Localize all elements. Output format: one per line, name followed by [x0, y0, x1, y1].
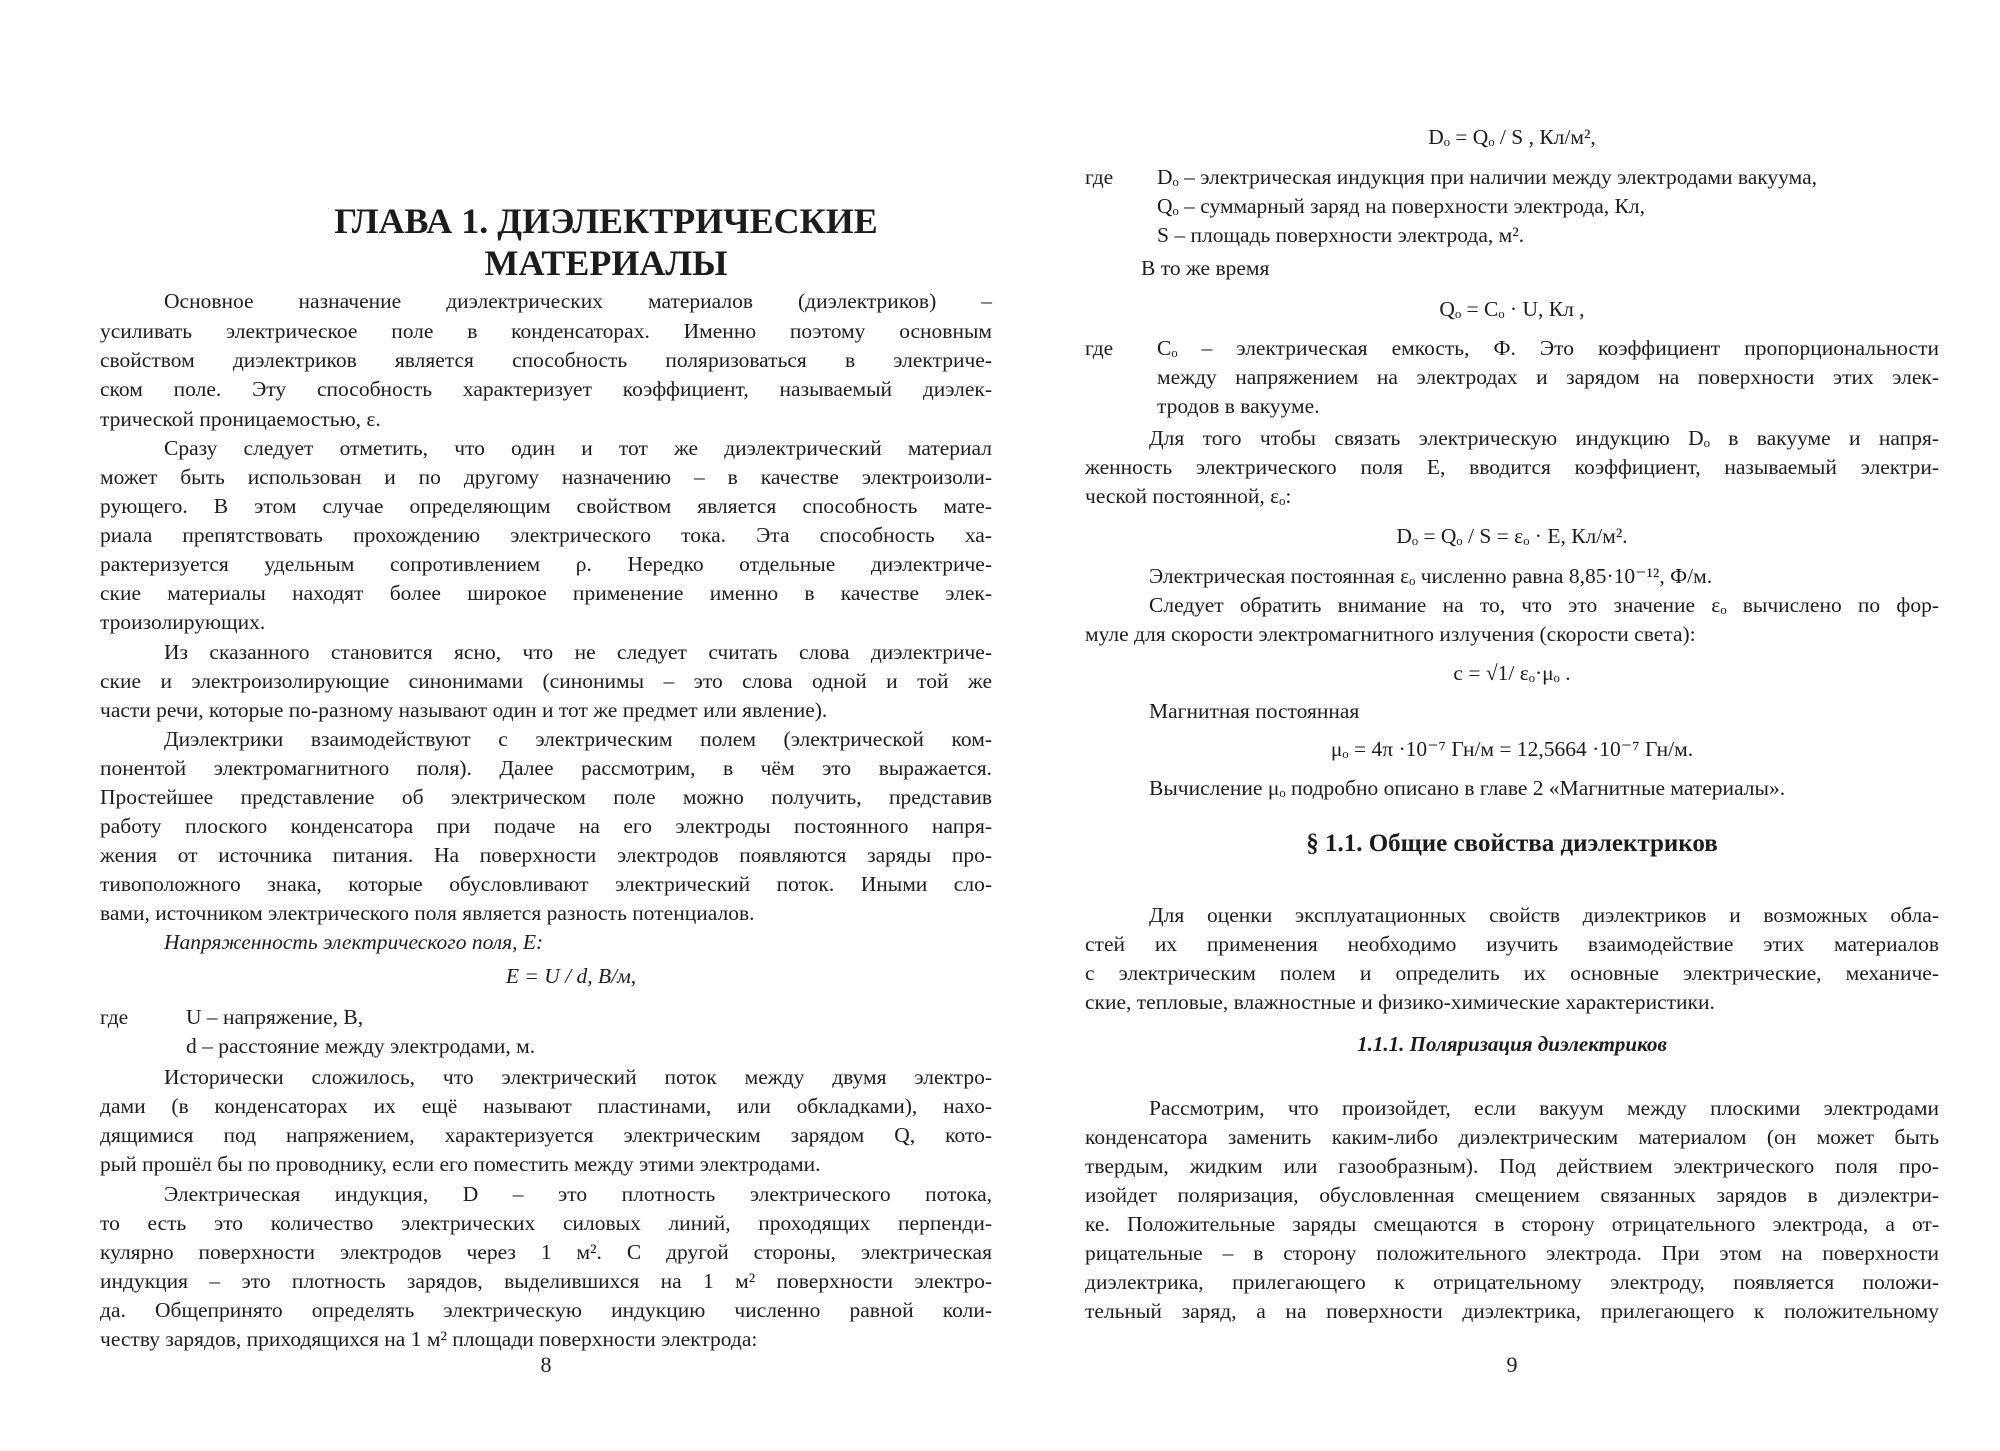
text-line: ке. Положительные заряды смещаются в сторону отрицательного электрода, а от-	[1085, 1212, 1939, 1236]
definition-line: S – площадь поверхности электрода, м².	[1157, 223, 1525, 247]
text-line: муле для скорости электромагнитного излучения (скорости света):	[1085, 622, 1696, 646]
text-line: диэлектрика, прилегающего к отрицательному электроду, появляется положи-	[1085, 1270, 1939, 1294]
text-line: тивоположного знака, которые обусловливают электрический поток. Иными сло-	[100, 872, 992, 896]
text-line: рующего. В этом случае определяющим свойством является способность мате-	[100, 494, 992, 518]
right-page	[1085, 0, 1939, 1451]
formula: Dₒ = Qₒ / S = εₒ · E, Кл/м².	[1396, 524, 1628, 548]
text-line: Электрическая индукция, D – это плотность электрического потока,	[164, 1182, 992, 1206]
text-line: то есть это количество электрических силовых линий, проходящих перпенди-	[100, 1211, 992, 1235]
text-line: жения от источника питания. На поверхности электродов появляются заряды про-	[100, 843, 992, 867]
text-line: работу плоского конденсатора при подаче на его электроды постоянного напря-	[100, 814, 992, 838]
text-line: ские, тепловые, влажностные и физико-химические характеристики.	[1085, 990, 1715, 1014]
page-number: 9	[1506, 1352, 1518, 1377]
text-line: Основное назначение диэлектрических материалов (диэлектриков) –	[164, 289, 992, 313]
text-line: усиливать электрическое поле в конденсаторах. Именно поэтому основным	[100, 319, 992, 343]
definition-line: тродов в вакууме.	[1157, 394, 1320, 418]
text-line: да. Общепринято определять электрическую индукцию численно равной коли-	[100, 1298, 992, 1322]
text-line: Напряженность электрического поля, E:	[164, 930, 544, 954]
definition-line: Qₒ – суммарный заряд на поверхности электрода, Кл,	[1157, 194, 1645, 218]
text-line: Диэлектрики взаимодействуют с электрическим полем (электрической ком-	[164, 727, 992, 751]
text-line: дящимися под напряжением, характеризуется электрическим зарядом Q, кото-	[100, 1123, 992, 1147]
text-line: ческой постоянной, εₒ:	[1085, 484, 1292, 508]
text-line: ские материалы находят более широкое применение именно в качестве элек-	[100, 581, 992, 605]
text-line: Вычисление μₒ подробно описано в главе 2 «Магнитные материалы».	[1149, 776, 1786, 800]
text-line: Следует обратить внимание на то, что это значение εₒ вычислено по фор-	[1149, 593, 1939, 617]
formula: Qₒ = Cₒ · U, Кл ,	[1439, 297, 1585, 321]
text-line: рый прошёл бы по проводнику, если его поместить между этими электродами.	[100, 1152, 821, 1176]
subsection-title: 1.1.1. Поляризация диэлектриков	[1357, 1032, 1667, 1056]
where-label: где	[100, 1005, 129, 1029]
definition-line: Dₒ – электрическая индукция при наличии между электродами вакуума,	[1157, 165, 1817, 189]
chapter-title: ГЛАВА 1. ДИЭЛЕКТРИЧЕСКИЕ МАТЕРИАЛЫ	[334, 201, 878, 283]
text-line: дами (в конденсаторах их ещё называют пластинами, или обкладками), нахо-	[100, 1094, 992, 1118]
formula: c = √1/ εₒ·μₒ .	[1453, 661, 1571, 685]
definition-line: Cₒ – электрическая емкость, Ф. Это коэффициент пропорциональности	[1157, 336, 1939, 360]
text-line: Рассмотрим, что произойдет, если вакуум между плоскими электродами	[1149, 1096, 1939, 1120]
text-line: Электрическая постоянная εₒ численно равна 8,85·10⁻¹², Ф/м.	[1149, 564, 1713, 588]
text-line: свойством диэлектриков является способность поляризоваться в электриче-	[100, 348, 992, 372]
text-line: Для того чтобы связать электрическую индукцию Dₒ в вакууме и напря-	[1149, 426, 1939, 450]
where-label: где	[1085, 336, 1114, 360]
text-line: вами, источником электрического поля является разность потенциалов.	[100, 901, 755, 925]
formula: Dₒ = Qₒ / S , Кл/м²,	[1428, 125, 1596, 149]
text-line: рактеризуется удельным сопротивлением ρ. Нередко отдельные диэлектриче-	[100, 552, 992, 576]
text-line: твердым, жидким или газообразным). Под действием электрического поля про-	[1085, 1154, 1939, 1178]
definition-line: d – расстояние между электродами, м.	[186, 1034, 536, 1058]
text-line: Магнитная постоянная	[1149, 699, 1360, 723]
text-line: Сразу следует отметить, что один и тот же диэлектрический материал	[164, 436, 992, 460]
text-line: части речи, которые по-разному называют один и тот же предмет или явление).	[100, 698, 828, 722]
text-line: Исторически сложилось, что электрический поток между двумя электро-	[164, 1065, 992, 1089]
section-title: § 1.1. Общие свойства диэлектриков	[1306, 830, 1718, 857]
text-line: понентой электромагнитного поля). Далее рассмотрим, в чём это выражается.	[100, 756, 992, 780]
text-line: Из сказанного становится ясно, что не следует считать слова диэлектриче-	[164, 640, 992, 664]
text-line: честву зарядов, приходящихся на 1 м² площади поверхности электрода:	[100, 1327, 758, 1351]
text-line: трической проницаемостью, ε.	[100, 407, 381, 431]
formula: μₒ = 4π ·10⁻⁷ Гн/м = 12,5664 ·10⁻⁷ Гн/м.	[1330, 737, 1694, 761]
text-line: стей их применения необходимо изучить взаимодействие этих материалов	[1085, 932, 1939, 956]
text-line: Для оценки эксплуатационных свойств диэлектриков и возможных обла-	[1149, 903, 1939, 927]
text-line: может быть использован и по другому назначению – в качестве электроизоли-	[100, 465, 992, 489]
text-line: индукция – это плотность зарядов, выделившихся на 1 м² поверхности электро-	[100, 1269, 992, 1293]
text-line: В то же время	[1141, 256, 1270, 280]
where-label: где	[1085, 165, 1114, 189]
definition-line: между напряжением на электродах и зарядом на поверхности этих элек-	[1157, 365, 1939, 389]
text-line: кулярно поверхности электродов через 1 м². С другой стороны, электрическая	[100, 1240, 992, 1264]
text-line: изойдет поляризация, обусловленная смещением связанных зарядов в диэлектри-	[1085, 1183, 1939, 1207]
text-line: с электрическим полем и определить их основные электрические, механиче-	[1085, 961, 1939, 985]
text-line: женность электрического поля E, вводится коэффициент, называемый электри-	[1085, 455, 1939, 479]
text-line: рицательные – в сторону положительного электрода. При этом на поверхности	[1085, 1241, 1939, 1265]
text-line: троизолирующих.	[100, 610, 266, 634]
text-line: тельный заряд, а на поверхности диэлектрика, прилегающего к положительному	[1085, 1299, 1939, 1323]
formula: E = U / d, В/м,	[505, 964, 637, 988]
text-line: риала препятствовать прохождению электрического тока. Эта способность ха-	[100, 523, 992, 547]
text-line: конденсатора заменить каким-либо диэлектрическим материалом (он может быть	[1085, 1125, 1939, 1149]
text-line: ском поле. Эту способность характеризует коэффициент, называемый диэлек-	[100, 377, 992, 401]
left-page	[100, 0, 992, 1451]
page-number: 8	[540, 1352, 552, 1377]
text-line: Простейшее представление об электрическом поле можно получить, представив	[100, 785, 992, 809]
definition-line: U – напряжение, В,	[186, 1005, 364, 1029]
text-line: ские и электроизолирующие синонимами (синонимы – это слова одной и той же	[100, 669, 992, 693]
